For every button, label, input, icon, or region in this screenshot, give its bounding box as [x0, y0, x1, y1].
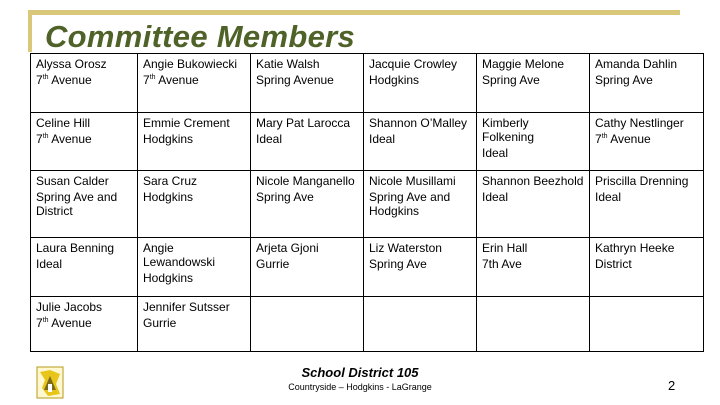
member-cell — [31, 238, 138, 297]
member-school: District — [595, 257, 632, 271]
member-school: Spring Ave — [369, 257, 427, 271]
member-school: Ideal — [369, 132, 396, 146]
member-cell — [477, 238, 590, 297]
member-cell — [590, 113, 704, 171]
member-name: Kimberly Folkening — [482, 116, 535, 144]
member-school: Ideal — [595, 190, 622, 204]
member-school: Spring Avenue — [256, 73, 334, 87]
member-cell — [364, 54, 477, 113]
member-school: Spring Ave — [595, 73, 653, 87]
district-logo-icon — [36, 366, 64, 399]
footer-title: School District 105 — [301, 365, 419, 380]
member-cell — [477, 54, 590, 113]
member-name: Sara Cruz — [143, 174, 198, 188]
table-row — [31, 113, 704, 171]
member-cell — [590, 297, 704, 352]
member-cell — [590, 54, 704, 113]
title-accent-bar-left — [28, 10, 32, 52]
title-area — [28, 10, 680, 52]
member-cell — [590, 238, 704, 297]
member-name: Alyssa Orosz — [36, 57, 107, 71]
page-title: Committee Members — [45, 19, 356, 54]
member-name: Kathryn Heeke — [595, 241, 675, 255]
member-name: Jennifer Sutsser — [143, 300, 230, 314]
member-cell — [364, 171, 477, 238]
member-name: Maggie Melone — [482, 57, 565, 71]
member-name: Nicole Musillami — [369, 174, 456, 188]
member-name: Julie Jacobs — [36, 300, 103, 314]
member-cell — [31, 297, 138, 352]
member-name: Angie Bukowiecki — [143, 57, 238, 71]
member-name: Arjeta Gjoni — [256, 241, 319, 255]
member-school: 7th Ave — [482, 257, 522, 271]
member-school: 7th Avenue — [595, 132, 651, 146]
member-name: Emmie Crement — [143, 116, 230, 130]
member-cell — [477, 171, 590, 238]
member-cell — [138, 238, 251, 297]
member-school: Hodgkins — [369, 73, 420, 87]
member-cell — [364, 238, 477, 297]
member-school: Spring Ave — [482, 73, 540, 87]
member-school: Ideal — [256, 132, 283, 146]
member-name: Priscilla Drenning — [595, 174, 689, 188]
member-school: Spring Ave — [256, 190, 314, 204]
member-school: Ideal — [36, 257, 63, 271]
member-school: 7th Avenue — [36, 73, 92, 87]
member-school: Ideal — [482, 190, 509, 204]
member-cell — [477, 113, 590, 171]
table-row — [31, 54, 704, 113]
member-name: Liz Waterston — [369, 241, 442, 255]
member-school: 7th Avenue — [36, 132, 92, 146]
member-school: 7th Avenue — [36, 316, 92, 330]
member-cell — [364, 297, 477, 352]
member-cell — [138, 171, 251, 238]
member-school: Ideal — [482, 146, 509, 160]
member-school: Gurrie — [256, 257, 290, 271]
member-school: Gurrie — [143, 316, 177, 330]
member-name: Laura Benning — [36, 241, 115, 255]
member-name: Jacquie Crowley — [369, 57, 458, 71]
table-row — [31, 297, 704, 352]
member-name: Katie Walsh — [256, 57, 320, 71]
member-name: Susan Calder — [36, 174, 109, 188]
member-name: Celine Hill — [36, 116, 91, 130]
member-cell — [31, 113, 138, 171]
member-cell — [251, 171, 364, 238]
member-name: Angie Lewandowski — [143, 241, 216, 269]
member-name: Erin Hall — [482, 241, 528, 255]
member-cell — [590, 171, 704, 238]
footer — [275, 365, 445, 392]
table-row — [31, 171, 704, 238]
committee-table — [30, 53, 704, 352]
footer-subtitle: Countryside – Hodgkins - LaGrange — [288, 382, 432, 392]
member-school: Hodgkins — [143, 271, 194, 285]
member-school: Spring Ave and Hodgkins — [369, 190, 451, 218]
member-cell — [251, 297, 364, 352]
member-cell — [251, 113, 364, 171]
member-cell — [251, 238, 364, 297]
member-cell — [31, 54, 138, 113]
member-cell — [31, 171, 138, 238]
member-cell — [138, 54, 251, 113]
member-school: Hodgkins — [143, 132, 194, 146]
member-name: Shannon Beezhold — [482, 174, 584, 188]
member-name: Mary Pat Larocca — [256, 116, 351, 130]
member-school: Hodgkins — [143, 190, 194, 204]
member-name: Amanda Dahlin — [595, 57, 678, 71]
member-cell — [477, 297, 590, 352]
member-name: Cathy Nestlinger — [595, 116, 684, 130]
member-name: Shannon O’Malley — [369, 116, 468, 130]
member-school: 7th Avenue — [143, 73, 199, 87]
member-cell — [251, 54, 364, 113]
committee-table-body — [31, 54, 704, 352]
page-number: 2 — [668, 378, 676, 393]
member-cell — [138, 297, 251, 352]
member-school: Spring Ave and District — [36, 190, 118, 218]
member-cell — [364, 113, 477, 171]
member-cell — [138, 113, 251, 171]
title-accent-bar — [28, 10, 680, 15]
table-row — [31, 238, 704, 297]
member-name: Nicole Manganello — [256, 174, 355, 188]
